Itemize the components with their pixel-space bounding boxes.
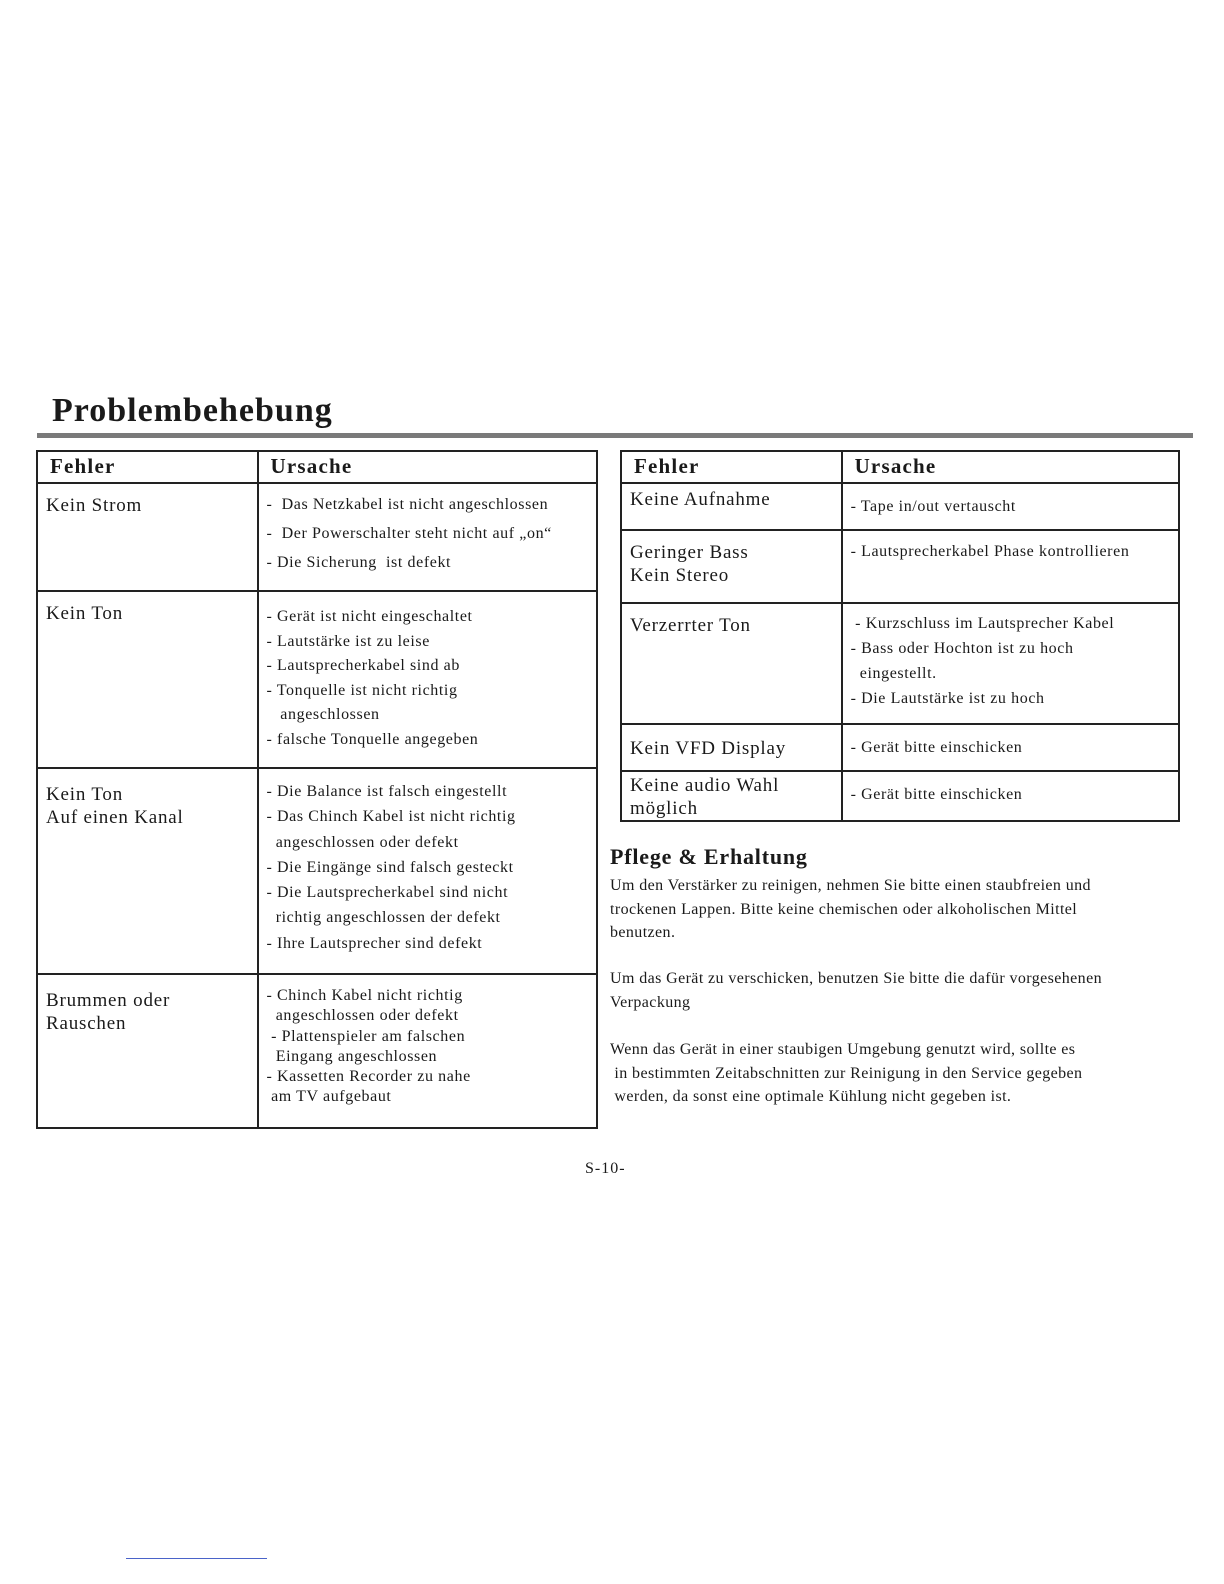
care-paragraph [610, 967, 1200, 1014]
ursache-line: - Die Eingänge sind falsch gesteckt [266, 858, 514, 876]
ursache-cell [842, 724, 1179, 771]
ursache-line: - Die Balance ist falsch eingestellt [266, 783, 508, 800]
ursache-line: angeschlossen oder defekt [266, 1007, 459, 1025]
column-header-ursache: Ursache [842, 451, 1179, 483]
fehler-cell [37, 483, 258, 591]
table-header-row [621, 451, 1179, 483]
column-header-ursache: Ursache [258, 451, 598, 483]
page-number: S-10- [585, 1160, 626, 1177]
fehler-text: möglich [630, 798, 698, 819]
ursache-line: richtig angeschlossen der defekt [266, 909, 501, 927]
fehler-text: Geringer Bass [630, 542, 749, 563]
fehler-cell [37, 768, 258, 974]
fehler-text: Kein Stereo [630, 565, 730, 586]
table-row [621, 724, 1179, 771]
fehler-cell [621, 771, 842, 821]
ursache-line: - Kurzschluss im Lautsprecher Kabel [850, 615, 1115, 632]
ursache-line: - Gerät ist nicht eingeschaltet [266, 608, 473, 625]
ursache-line: - Chinch Kabel nicht richtig [266, 987, 463, 1004]
paragraph-line: benutzen. [610, 924, 676, 941]
footer-link-underline [126, 1558, 267, 1559]
title-divider [37, 433, 1193, 438]
fehler-text: Brummen oder [46, 990, 171, 1011]
ursache-line: - Lautstärke ist zu leise [266, 632, 430, 650]
ursache-line: - Die Lautsprecherkabel sind nicht [266, 884, 509, 902]
ursache-line: - Tape in/out vertauscht [850, 498, 1016, 515]
paragraph-line: trockenen Lappen. Bitte keine chemischen oder alkoholischen Mittel [610, 900, 1078, 918]
ursache-line: am TV aufgebaut [266, 1088, 392, 1106]
fehler-cell [621, 724, 842, 771]
ursache-line: - Der Powerschalter steht nicht auf „on“ [266, 525, 552, 542]
table-row [621, 530, 1179, 603]
ursache-cell [842, 603, 1179, 724]
fehler-text: Kein Strom [46, 495, 143, 516]
ursache-line: - Lautsprecherkabel sind ab [266, 657, 460, 674]
care-paragraph [610, 1038, 1200, 1109]
ursache-line: - Tonquelle ist nicht richtig [266, 681, 458, 699]
ursache-line: - Das Chinch Kabel ist nicht richtig [266, 808, 516, 826]
ursache-cell [258, 768, 598, 974]
fehler-cell [37, 974, 258, 1128]
table-row [37, 591, 597, 768]
ursache-line: - Gerät bitte einschicken [850, 786, 1023, 803]
ursache-line: - Lautsprecherkabel Phase kontrollieren [850, 543, 1130, 560]
fehler-text: Rauschen [46, 1013, 127, 1034]
ursache-line: - Die Sicherung ist defekt [266, 554, 452, 571]
table-row [37, 974, 597, 1128]
ursache-line: - Die Lautstärke ist zu hoch [850, 690, 1045, 707]
ursache-cell [258, 483, 598, 591]
page-title: Problembehebung [52, 392, 333, 429]
ursache-cell [258, 974, 598, 1128]
table-row [37, 483, 597, 591]
ursache-cell [842, 483, 1179, 530]
ursache-line: - falsche Tonquelle angegeben [266, 730, 479, 748]
troubleshooting-table-right [620, 450, 1180, 822]
ursache-line: - Kassetten Recorder zu nahe [266, 1068, 471, 1086]
care-section-title: Pflege & Erhaltung [610, 844, 808, 869]
table-row [621, 603, 1179, 724]
column-header-fehler: Fehler [621, 451, 842, 483]
fehler-text: Verzerrter Ton [630, 615, 751, 636]
paragraph-line: Um das Gerät zu verschicken, benutzen Sie bitte die dafür vorgesehenen [610, 970, 1102, 987]
care-paragraph [610, 874, 1200, 945]
fehler-cell [621, 603, 842, 724]
ursache-line: angeschlossen [266, 706, 380, 723]
table-row [37, 768, 597, 974]
ursache-line: - Das Netzkabel ist nicht angeschlossen [266, 496, 549, 513]
column-header-fehler: Fehler [37, 451, 258, 483]
fehler-text: Auf einen Kanal [46, 807, 184, 828]
ursache-line: angeschlossen oder defekt [266, 833, 459, 851]
fehler-text: Kein VFD Display [630, 738, 787, 759]
ursache-line: - Plattenspieler am falschen [266, 1027, 466, 1045]
fehler-cell [621, 483, 842, 530]
ursache-cell [842, 771, 1179, 821]
fehler-text: Kein Ton [46, 784, 124, 805]
paragraph-line: in bestimmten Zeitabschnitten zur Reinigung in den Service gegeben [610, 1064, 1083, 1082]
fehler-text: Keine Aufnahme [630, 489, 771, 510]
ursache-line: - Bass oder Hochton ist zu hoch [850, 640, 1074, 657]
table-row [621, 483, 1179, 530]
table-header-row [37, 451, 597, 483]
paragraph-line: Um den Verstärker zu reinigen, nehmen Sie bitte einen staubfreien und [610, 877, 1091, 894]
troubleshooting-table-left [36, 450, 598, 1129]
fehler-cell [621, 530, 842, 603]
ursache-cell [842, 530, 1179, 603]
ursache-line: eingestellt. [850, 665, 937, 682]
paragraph-line: Wenn das Gerät in einer staubigen Umgebung genutzt wird, sollte es [610, 1041, 1076, 1058]
fehler-text: Keine audio Wahl [630, 775, 780, 796]
ursache-line: - Gerät bitte einschicken [850, 739, 1023, 756]
ursache-line: Eingang angeschlossen [266, 1047, 438, 1065]
fehler-text: Kein Ton [46, 603, 124, 624]
fehler-cell [37, 591, 258, 768]
ursache-cell [258, 591, 598, 768]
paragraph-line: werden, da sonst eine optimale Kühlung nicht gegeben ist. [610, 1088, 1012, 1105]
ursache-line: - Ihre Lautsprecher sind defekt [266, 934, 483, 952]
paragraph-line: Verpackung [610, 993, 691, 1011]
table-row [621, 771, 1179, 821]
